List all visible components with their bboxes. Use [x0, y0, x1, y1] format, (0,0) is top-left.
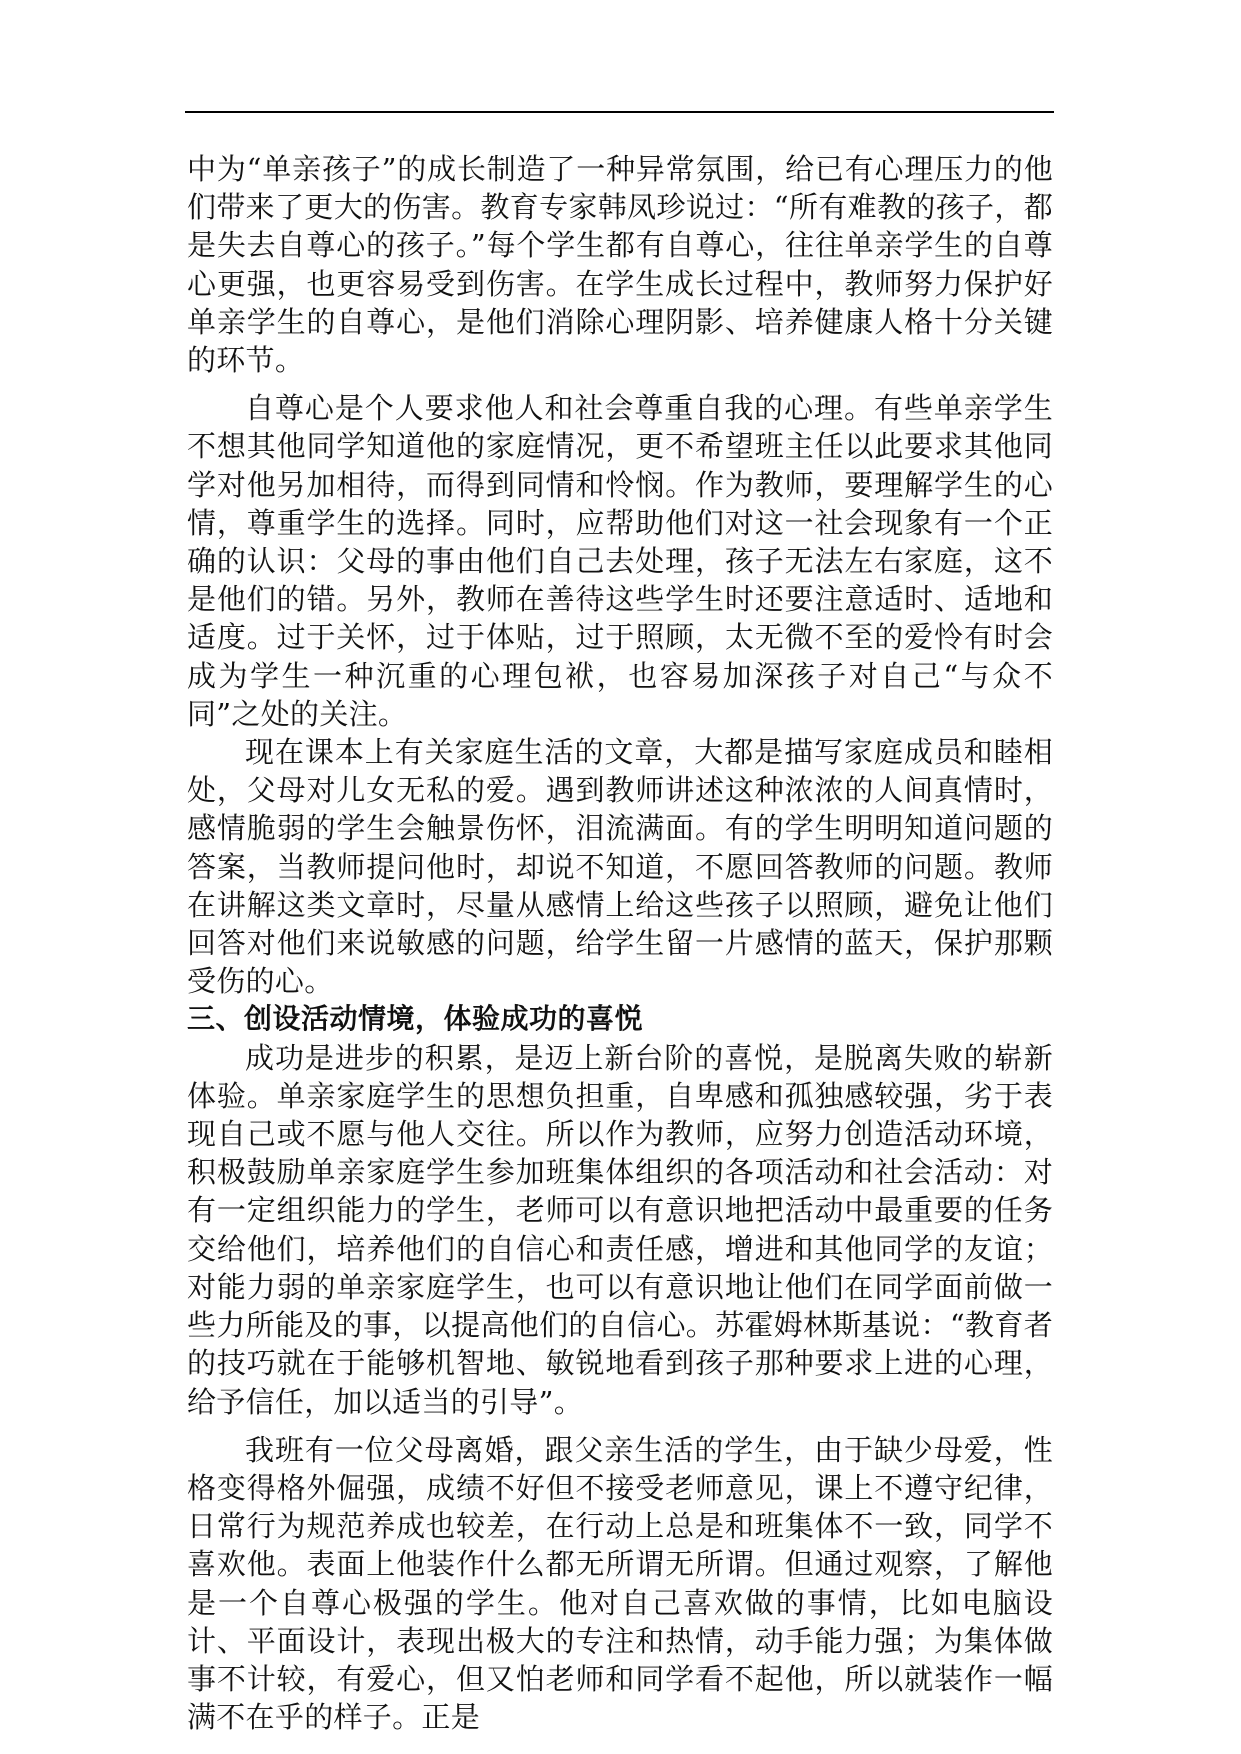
body-text [187, 150, 1053, 1736]
paragraph-5: 我班有一位父母离婚，跟父亲生活的学生，由于缺少母爱，性格变得格外倔强，成绩不好但不接受老师意见，课上不遵守纪律，日常行为规范养成也较差，在行动上总是和班集体不一致，同学不喜欢他。表面上他装作什么都无所谓无所谓。但通过观察，了解他是一个自尊心极强的学生。他对自己喜欢做的事情，比如电脑设计、平面设计，表现出极大的专注和热情，动手能力强；为集体做事不计较，有爱心，但又怕老师和同学看不起他，所以就装作一幅满不在乎的样子。正是 [187, 1432, 1053, 1735]
paragraph-1: 中为“单亲孩子”的成长制造了一种异常氛围，给已有心理压力的他们带来了更大的伤害。教育专家韩凤珍说过：“所有难教的孩子，都是失去自尊心的孩子。”每个学生都有自尊心，往往单亲学生的自尊心更强，也更容易受到伤害。在学生成长过程中，教师努力保护好单亲学生的自尊心，是他们消除心理阴影、培养健康人格十分关键的环节。 [187, 152, 1053, 378]
paragraph-2: 自尊心是个人要求他人和社会尊重自我的心理。有些单亲学生不想其他同学知道他的家庭情况，更不希望班主任以此要求其他同学对他另加相待，而得到同情和怜悯。作为教师，要理解学生的心情，尊重学生的选择。同时，应帮助他们对这一社会现象有一个正确的认识：父母的事由他们自己去处理，孩子无法左右家庭，这不是他们的错。另外，教师在善待这些学生时还要注意适时、适地和适度。过于关怀，过于体贴，过于照顾，太无微不至的爱怜有时会成为学生一种沉重的心理包袱，也容易加深孩子对自己“与众不同”之处的关注。 [187, 391, 1053, 731]
section-heading: 三、创设活动情境，体验成功的喜悦 [187, 1002, 644, 1036]
paragraph-4: 成功是进步的积累，是迈上新台阶的喜悦，是脱离失败的崭新体验。单亲家庭学生的思想负担重，自卑感和孤独感较强，劣于表现自己或不愿与他人交往。所以作为教师，应努力创造活动环境，积极鼓励单亲家庭学生参加班集体组织的各项活动和社会活动：对有一定组织能力的学生，老师可以有意识地把活动中最重要的任务交给他们，培养他们的自信心和责任感，增进和其他同学的友谊；对能力弱的单亲家庭学生，也可以有意识地让他们在同学面前做一些力所能及的事，以提高他们的自信心。苏霍姆林斯基说：“教育者的技巧就在于能够机智地、敏锐地看到孩子那种要求上进的心理，给予信任，加以适当的引导”。 [187, 1040, 1053, 1419]
paragraph-3: 现在课本上有关家庭生活的文章，大都是描写家庭成员和睦相处，父母对儿女无私的爱。遇到教师讲述这种浓浓的人间真情时，感情脆弱的学生会触景伤怀，泪流满面。有的学生明明知道问题的答案，当教师提问他时，却说不知道，不愿回答教师的问题。教师在讲解这类文章时，尽量从感情上给这些孩子以照顾，避免让他们回答对他们来说敏感的问题，给学生留一片感情的蓝天，保护那颗受伤的心。 [187, 735, 1053, 999]
header-rule [185, 111, 1054, 113]
